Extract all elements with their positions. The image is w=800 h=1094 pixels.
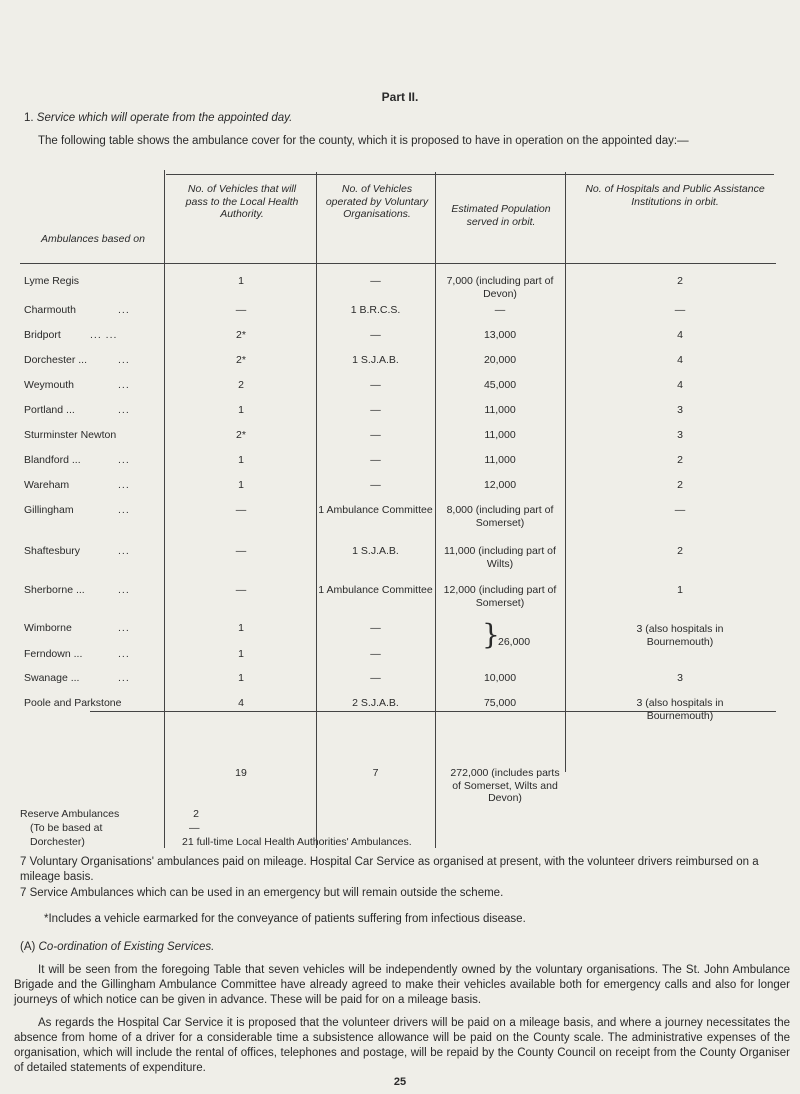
row-pop: 11,000 (including part of Wilts) (444, 545, 556, 570)
total-vol: 7 (372, 767, 379, 779)
row-pop: 11,000 (484, 404, 516, 416)
table-column-rule (565, 172, 566, 772)
reserve-label: Reserve Ambulances (20, 808, 120, 820)
row-name: Wimborne (24, 622, 72, 634)
row-dots: ... (118, 584, 130, 596)
row-name: Dorchester ... (24, 354, 88, 366)
combined-hospitals: 3 (also hospitals in Bournemouth) (636, 623, 724, 648)
row-vol: — (370, 379, 381, 391)
note-infectious: *Includes a vehicle earmarked for the conveyance of patients suffering from infectious disease. (44, 913, 526, 925)
row-hosp: 3 (677, 672, 683, 684)
row-hosp: 3 (also hospitals in Bournemouth) (636, 697, 724, 722)
row-name: Sturminster Newton (24, 429, 117, 441)
row-vol: 2 S.J.A.B. (352, 697, 399, 709)
row-hosp: 2 (677, 545, 683, 557)
row-vol: — (370, 622, 381, 634)
row-la: — (235, 304, 247, 316)
row-name: Bridport (24, 329, 61, 341)
row-pop: 12,000 (including part of Somerset) (443, 584, 557, 609)
row-name: Lyme Regis (24, 275, 80, 287)
header-population: Estimated Population served in orbit. (451, 203, 551, 228)
section-title: Service which will operate from the appointed day. (36, 112, 293, 124)
row-vol: — (370, 648, 381, 660)
part-title: Part II. (381, 90, 419, 104)
row-pop: 12,000 (483, 479, 517, 491)
row-name: Ferndown ... (24, 648, 83, 660)
row-dots: ... (118, 545, 130, 557)
row-name: Charmouth (24, 304, 76, 316)
row-dots: ... (118, 304, 130, 316)
row-name: Blandford ... (24, 454, 81, 466)
row-dots: ... (118, 454, 130, 466)
dorchester-label: Dorchester) (30, 836, 85, 848)
row-la: 2* (236, 354, 246, 366)
row-hosp: — (674, 504, 686, 516)
row-la: — (235, 545, 247, 557)
row-hosp: 4 (677, 379, 683, 391)
section-heading (24, 112, 292, 124)
row-dots: ... (118, 404, 130, 416)
row-vol: — (370, 404, 381, 416)
paragraph-coordination: It will be seen from the foregoing Table that seven vehicles will be independently owned by the voluntary organisations. The St. John Ambulance Brigade and the Gillingham Ambulance Committee have already agreed to make their vehicles available both for emergency calls and also for longer journeys of which notice can be given in advance. These will be paid for on a mileage basis. (14, 964, 790, 1006)
brace-glyph: } (482, 618, 500, 651)
row-la: 1 (238, 648, 244, 660)
table-column-rule (435, 172, 436, 848)
row-name: Poole and Parkstone (24, 697, 122, 709)
row-vol: — (370, 429, 381, 441)
row-dots: ... (118, 672, 130, 684)
to-be-based-value: — (189, 822, 200, 834)
section-a-label: (A) (20, 941, 36, 953)
row-la: — (235, 504, 247, 516)
row-dots: ... (118, 622, 130, 634)
row-hosp: 2 (677, 454, 683, 466)
row-pop: 8,000 (including part of Somerset) (446, 504, 554, 529)
row-name: Gillingham (24, 504, 74, 516)
row-hosp: 1 (677, 584, 683, 596)
row-pop: 20,000 (483, 354, 517, 366)
row-pop: 45,000 (483, 379, 517, 391)
row-la: 1 (238, 479, 244, 491)
row-la: 4 (238, 697, 244, 709)
row-la: 1 (238, 672, 244, 684)
row-la: — (235, 584, 247, 596)
combined-population: 26,000 (498, 636, 531, 648)
row-vol: 1 Ambulance Committee (318, 504, 433, 516)
row-dots: ... (118, 379, 130, 391)
row-hosp: 3 (677, 429, 683, 441)
row-vol: 1 S.J.A.B. (352, 545, 399, 557)
row-la: 2* (236, 429, 246, 441)
row-vol: — (370, 329, 381, 341)
row-vol: — (370, 454, 381, 466)
row-hosp: 4 (677, 329, 683, 341)
note-service: 7 Service Ambulances which can be used in an emergency but will remain outside the scheme. (20, 887, 504, 899)
row-la: 2 (238, 379, 244, 391)
row-hosp: 2 (677, 275, 683, 287)
row-dots: ... (118, 354, 130, 366)
row-la: 1 (238, 404, 244, 416)
row-name: Shaftesbury (24, 545, 81, 557)
row-la: 1 (238, 622, 244, 634)
row-name: Wareham (24, 479, 70, 491)
section-a-heading (20, 941, 214, 954)
row-vol: 1 B.R.C.S. (350, 304, 401, 316)
header-hospitals: No. of Hospitals and Public Assistance Institutions in orbit. (585, 183, 765, 208)
row-hosp: 3 (677, 404, 683, 416)
row-dots: ... (118, 648, 130, 660)
row-name: Swanage ... (24, 672, 80, 684)
row-hosp: 2 (677, 479, 683, 491)
intro-paragraph: The following table shows the ambulance cover for the county, which it is proposed to have in operation on the appointed day:— (38, 135, 689, 147)
table-top-rule (166, 174, 774, 175)
row-pop: 13,000 (483, 329, 517, 341)
row-hosp: — (674, 304, 686, 316)
row-pop: 10,000 (483, 672, 517, 684)
row-dots: ... (118, 504, 130, 516)
to-be-based-label: (To be based at (30, 822, 103, 834)
ambulance-summary: 21 full-time Local Health Authorities' Ambulances. (182, 836, 412, 848)
section-number: 1. (24, 112, 34, 124)
row-vol: — (370, 479, 381, 491)
total-pop: 272,000 (includes parts of Somerset, Wilts and Devon) (450, 767, 560, 804)
section-a-title: Co-ordination of Existing Services. (38, 941, 215, 953)
page-number: 25 (393, 1076, 407, 1088)
row-hosp: 4 (677, 354, 683, 366)
row-vol: — (370, 672, 381, 684)
row-pop: 75,000 (483, 697, 517, 709)
row-pop: 7,000 (including part of Devon) (446, 275, 554, 300)
table-header-rule (20, 263, 776, 264)
reserve-value: 2 (193, 808, 199, 820)
row-la: 2* (236, 329, 246, 341)
total-la: 19 (235, 767, 247, 779)
row-name: Weymouth (24, 379, 74, 391)
row-pop: 11,000 (484, 454, 516, 466)
row-vol: 1 S.J.A.B. (352, 354, 399, 366)
row-pop: — (494, 304, 506, 316)
header-la-vehicles: No. of Vehicles that will pass to the Local Health Authority. (185, 183, 299, 220)
row-la: 1 (238, 454, 244, 466)
table-column-rule (164, 170, 165, 848)
row-dots: ... (118, 479, 130, 491)
row-pop: 11,000 (484, 429, 516, 441)
header-vol-vehicles: No. of Vehicles operated by Voluntary Organisations. (325, 183, 429, 220)
row-name: Portland ... (24, 404, 75, 416)
row-vol: — (370, 275, 381, 287)
header-based-on: Ambulances based on (41, 233, 145, 245)
row-dots: ... ... (90, 329, 118, 341)
paragraph-hospital-car: As regards the Hospital Car Service it is proposed that the volunteer drivers will be paid on a mileage basis, and where a journey necessitates the absence from home of a driver for a considerable time a subsistence allowance will be paid on the County scale. The administrative expenses of the organisation, which will include the rental of offices, telephones and postage, will be repaid by the County Council on receipt from the County Organiser of detailed statements of expenditure. (14, 1017, 790, 1074)
row-la: 1 (238, 275, 244, 287)
note-voluntary: 7 Voluntary Organisations' ambulances paid on mileage. Hospital Car Service as organised at present, with the volunteer drivers reimbursed on a mileage basis. (20, 856, 759, 883)
row-vol: 1 Ambulance Committee (318, 584, 433, 596)
row-name: Sherborne ... (24, 584, 85, 596)
